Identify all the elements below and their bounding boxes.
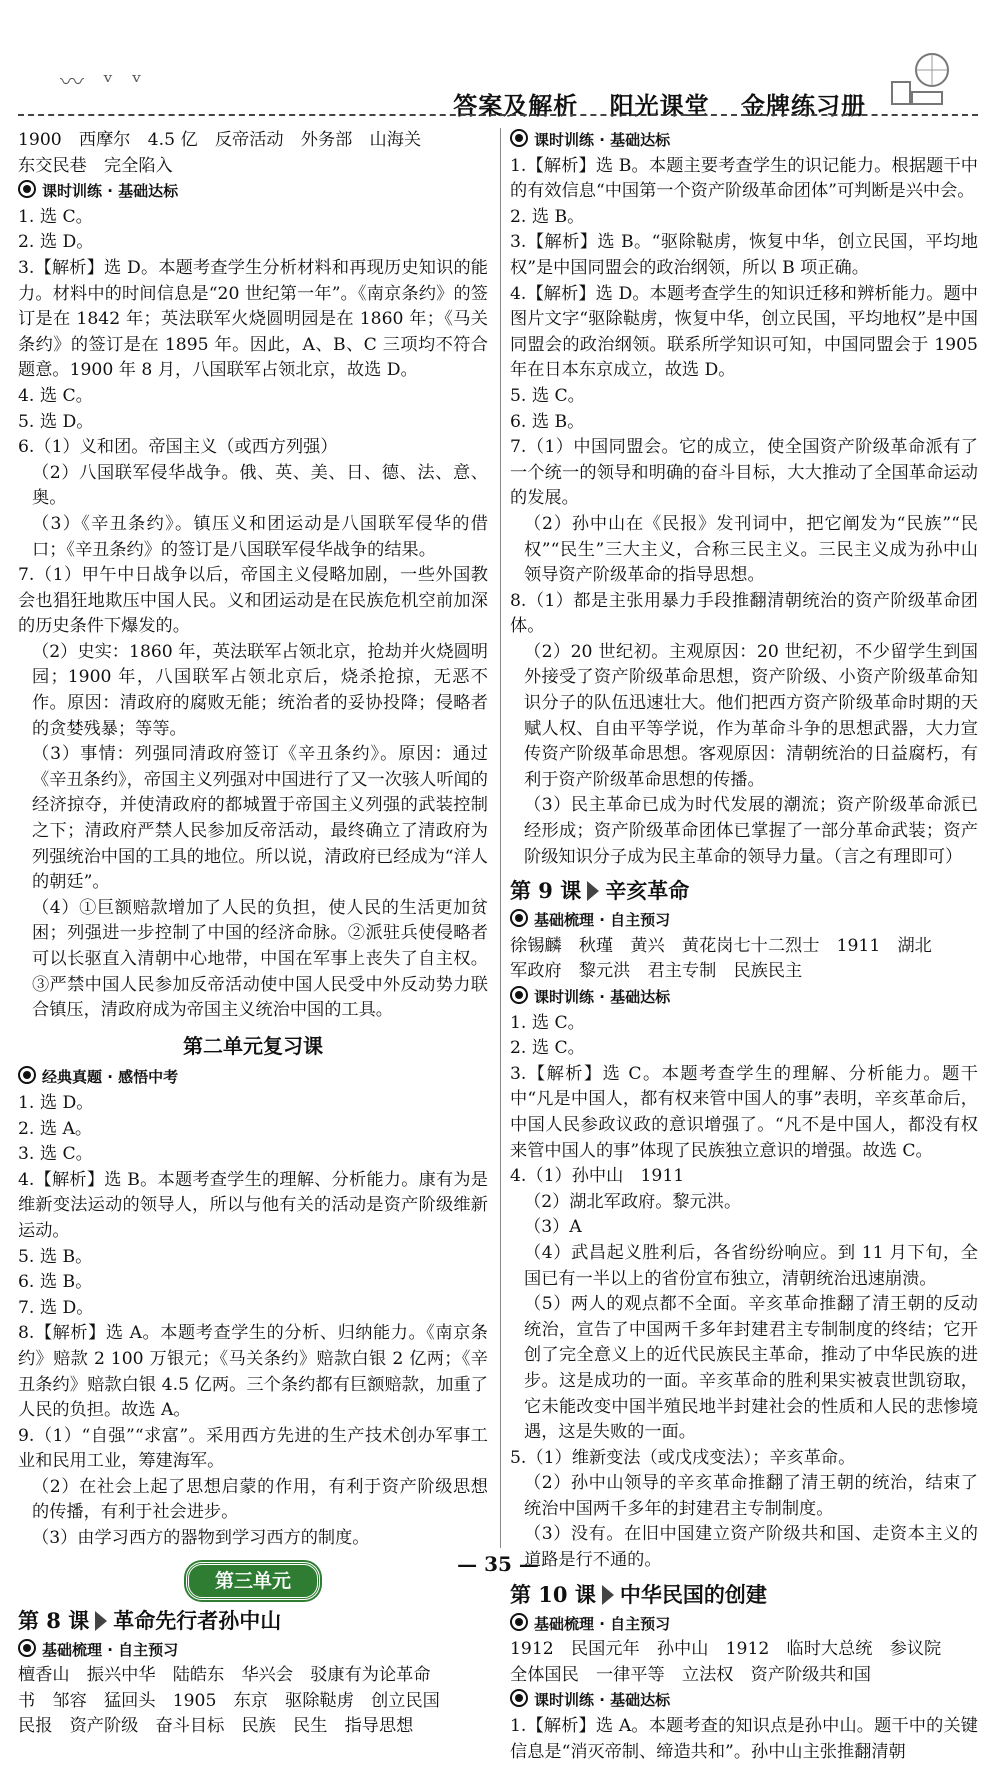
answer-item: 5. 选 B。 [18,1246,93,1267]
answer-item: （3）由学习西方的器物到学习西方的制度。 [32,1528,370,1549]
section-heading: 课时训练 · 基础达标 [510,985,978,1011]
answer-item: 2. 选 D。 [18,232,94,253]
answer-item: （2）八国联军侵华战争。俄、英、美、日、德、法、意、奥。 [32,462,488,509]
answer-item: （3）A [524,1217,582,1238]
answer-item: 4. 选 C。 [18,385,93,406]
section-marker-icon [510,1689,528,1707]
arrow-icon [95,1611,107,1631]
answer-item: 3.【解析】选 D。本题考查学生分析材料和再现历史知识的能力。材料中的时间信息是“20 世纪第一年”。《南京条约》的签订是在 1842 年；英法联军火烧圆明园是在 1860 年；《马关条约》的签订是在 1895 年。因此，A、B、C 三项均不符合题意。1900 年 8 月，八国联军占领北京，故选 D。 [18,257,488,381]
review-title: 第二单元复习课 [183,1033,323,1058]
answer-item: 2. 选 A。 [18,1118,93,1139]
answer-item: 8.（1）都是主张用暴力手段推翻清朝统治的资产阶级革命团体。 [510,590,978,637]
keyword-line: 军政府 黎元洪 君主专制 民族民主 [510,961,803,982]
section-heading: 基础梳理 · 自主预习 [18,1638,488,1664]
answer-item: 3.【解析】选 C。本题考查学生的理解、分析能力。题干中“凡是中国人，都有权来管中国人的事”表明，辛亥革命后，中国人民参政议政的意识增强了。“凡不是中国人，都没有权来管中国人的事”体现了民族独立意识的增强。故选 C。 [510,1063,978,1161]
answer-item: （2）湖北军政府。黎元洪。 [524,1191,742,1212]
answer-item: （4）①巨额赔款增加了人民的负担，使人民的生活更加贫困；列强进一步控制了中国的经济命脉。②派驻兵使侵略者可以长驱直入清朝中心地带，中国在军事上丧失了自主权。③严禁中国人民参加反帝活动使中国人民受中外反动势力联合镇压，清政府成为帝国主义统治中国的工具。 [32,897,488,1021]
left-column [18,128,488,1740]
lesson-heading: 第 9 课 辛亥革命 [510,878,690,904]
answer-item: （4）武昌起义胜利后，各省纷纷响应。到 11 月下旬，全国已有一半以上的省份宣布独立，清朝统治迅速崩溃。 [524,1242,978,1289]
answer-item: 1. 选 C。 [510,1012,585,1033]
answer-item: （2）史实：1860 年，英法联军占领北京，抢劫并火烧圆明园；1900 年，八国联军占领北京后，烧杀抢掠，无恶不作。原因：清政府的腐败无能；统治者的妥协投降；侵略者的贪婪残暴；等等。 [32,641,488,739]
column-divider [500,128,501,1548]
header-title-book: 金牌练习册 [741,91,866,120]
answer-item: 7. 选 D。 [18,1297,94,1318]
keyword-line: 1912 民国元年 孙中山 1912 临时大总统 参议院 [510,1639,942,1660]
page-header [0,0,996,118]
answer-item: 1.【解析】选 A。本题考查的知识点是孙中山。题干中的关键信息是“消灭帝制、缔造共和”。孙中山主张推翻清朝 [510,1716,978,1762]
globe-decoration-icon [888,48,956,108]
lesson-heading: 第 8 课 革命先行者孙中山 [18,1607,282,1633]
answer-item: 1. 选 D。 [18,1092,94,1113]
answer-item: 3. 选 C。 [18,1144,93,1165]
page-number: — 35 — [457,1552,539,1576]
header-title-answers: 答案及解析 [453,91,579,120]
answer-item: 2. 选 B。 [510,206,585,227]
answer-item: 6. 选 B。 [18,1272,93,1293]
unit-badge: 第三单元 [186,1562,320,1600]
section-heading: 基础梳理 · 自主预习 [510,1612,978,1638]
answer-item: （3）民主革命已成为时代发展的潮流；资产阶级革命派已经形成；资产阶级革命团体已掌握了一部分革命武装；资产阶级知识分子成为民主革命的领导力量。（言之有理即可） [524,795,978,867]
answer-item: 1. 选 C。 [18,206,93,227]
keyword-line: 徐锡麟 秋瑾 黄兴 黄花岗七十二烈士 1911 湖北 [510,935,932,956]
answer-item: （3）事情：列强同清政府签订《辛丑条约》。原因：通过《辛丑条约》，帝国主义列强对中国进行了又一次骇人听闻的经济掠夺，并使清政府的都城置于帝国主义列强的武装控制之下；清政府严禁人民参加反帝活动，最终确立了清政府为列强统治中国的工具的地位。所以说，清政府已经成为“洋人的朝廷”。 [32,744,488,893]
answer-item: 8.【解析】选 A。本题考查学生的分析、归纳能力。《南京条约》赔款 2 100 万银元；《马关条约》赔款白银 2 亿两；《辛丑条约》赔款白银 4.5 亿两。三个条约都有巨额赔款，加重了人民的负担。故选 A。 [18,1323,488,1421]
intro-line: 1900 西摩尔 4.5 亿 反帝活动 外务部 山海关 [18,130,422,150]
answer-item: （3）《辛丑条约》。镇压义和团运动是八国联军侵华的借口；《辛丑条约》的签订是八国联军侵华战争的结果。 [32,513,488,560]
answer-item: 4.【解析】选 D。本题考查学生的知识迁移和辨析能力。题中图片文字“驱除鞑虏，恢复中华，创立民国，平均地权”是中国同盟会的政治纲领。联系所学知识可知，中国同盟会于 1905 年在日本东京成立，故选 D。 [510,283,978,381]
answer-item: 4.【解析】选 B。本题考查学生的理解、分析能力。康有为是维新变法运动的领导人，所以与他有关的活动是资产阶级维新运动。 [18,1169,488,1241]
section-marker-icon [18,1639,36,1657]
section-heading: 课时训练 · 基础达标 [510,128,978,154]
answer-item: 6. 选 B。 [510,411,585,432]
answer-item: 2. 选 C。 [510,1038,585,1059]
answer-item: 4.（1）孙中山 1911 [510,1166,685,1187]
section-marker-icon [510,129,528,147]
answer-item: （2）孙中山领导的辛亥革命推翻了清王朝的统治，结束了统治中国两千多年的封建君主专制制度。 [524,1473,978,1519]
section-marker-icon [510,986,528,1004]
intro-line: 东交民巷 完全陷入 [18,155,173,176]
answer-item: 7.（1）甲午中日战争以后，帝国主义侵略加剧，一些外国教会也猖狂地欺压中国人民。义和团运动是在民族危机空前加深的历史条件下爆发的。 [18,565,488,637]
answer-item: 1.【解析】选 B。本题主要考查学生的识记能力。根据题干中的有效信息“中国第一个资产阶级革命团体”可判断是兴中会。 [510,155,978,202]
section-marker-icon [510,1613,528,1631]
answer-item: 3.【解析】选 B。“驱除鞑虏，恢复中华，创立民国，平均地权”是中国同盟会的政治纲领，所以 B 项正确。 [510,232,978,278]
arrow-icon [602,1585,614,1605]
section-heading: 课时训练 · 基础达标 [18,179,488,205]
answer-item: （3）没有。在旧中国建立资产阶级共和国、走资本主义的道路是行不通的。 [524,1524,978,1571]
answer-item: 5. 选 C。 [510,385,585,406]
answer-item: 5. 选 D。 [18,411,94,432]
section-heading: 课时训练 · 基础达标 [510,1688,978,1714]
arrow-icon [587,881,599,901]
keyword-line: 全体国民 一律平等 立法权 资产阶级共和国 [510,1664,871,1685]
keyword-line: 檀香山 振兴中华 陆皓东 华兴会 驳康有为论革命 [18,1665,431,1686]
section-marker-icon [18,1066,36,1084]
lesson-heading: 第 10 课 中华民国的创建 [510,1581,767,1607]
section-heading: 基础梳理 · 自主预习 [510,908,978,934]
answer-item: 5.（1）维新变法（或戊戌变法）；辛亥革命。 [510,1447,856,1468]
answer-item: 7.（1）中国同盟会。它的成立，使全国资产阶级革命派有了一个统一的领导和明确的奋斗目标，大大推动了全国革命运动的发展。 [510,437,978,509]
answer-item: （2）孙中山在《民报》发刊词中，把它阐发为“民族”“民权”“民生”三大主义，合称三民主义。三民主义成为孙中山领导资产阶级革命的指导思想。 [524,513,978,586]
answer-item: （2）在社会上起了思想启蒙的作用，有利于资产阶级思想的传播，有利于社会进步。 [32,1476,488,1523]
header-divider [18,114,978,116]
answer-item: 9.（1）“自强”“求富”。采用西方先进的生产技术创办军事工业和民用工业，筹建海军。 [18,1425,488,1472]
keyword-line: 民报 资产阶级 奋斗目标 民族 民生 指导思想 [18,1716,414,1737]
keyword-line: 书 邹容 猛回头 1905 东京 驱除鞑虏 创立民国 [18,1690,440,1711]
birds-decoration-icon: 〰 ᵛ ᵛ [60,68,148,96]
section-marker-icon [510,909,528,927]
header-title-series: 阳光课堂 [609,91,710,120]
right-column [510,128,978,1765]
section-heading: 经典真题 · 感悟中考 [18,1065,488,1091]
answer-item: （5）两人的观点都不全面。辛亥革命推翻了清王朝的反动统治，宣告了中国两千多年封建君主专制制度的终结；它开创了完全意义上的近代民族民主革命，推动了中华民族的进步。这是成功的一面。辛亥革命的胜利果实被袁世凯窃取，它未能改变中国半殖民地半封建社会的性质和人民的悲惨境遇，这是失败的一面。 [524,1294,978,1443]
answer-item: 6.（1）义和团。帝国主义（或西方列强） [18,437,338,458]
section-marker-icon [18,180,36,198]
answer-item: （2）20 世纪初。主观原因：20 世纪初，不少留学生到国外接受了资产阶级革命思想，资产阶级、小资产阶级革命知识分子的队伍迅速壮大。他们把西方资产阶级革命时期的天赋人权、自由平等学说，作为革命斗争的思想武器，大力宣传资产阶级革命思想。客观原因：清朝统治的日益腐朽，有利于资产阶级革命思想的传播。 [524,641,978,790]
